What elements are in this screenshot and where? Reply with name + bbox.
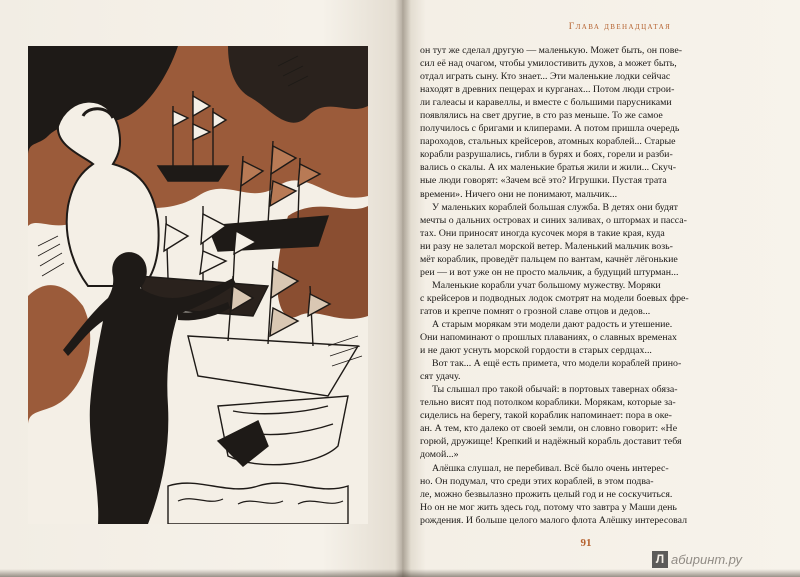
body-text — [420, 44, 742, 527]
text-line: рождения. И больше целого малого флота Алёшку интересовал — [420, 514, 688, 526]
illustration-boy-and-sailing-ships — [28, 46, 368, 524]
text-line: получилось с бригами и клиперами. А потом пришла очередь — [420, 123, 680, 135]
text-line: мечты о дальних островах и синих заливах, о штормах и пасса- — [420, 214, 687, 226]
text-line: ные люди говорят: «Зачем всё это? Игрушки. Пустая трата — [420, 175, 667, 187]
text-line: У маленьких кораблей большая служба. В детях они будят — [432, 201, 678, 213]
running-head: Глава двенадцатая — [568, 22, 672, 32]
text-line: реи — и вот уже он не просто мальчик, а будущий штурман... — [420, 266, 679, 278]
text-line: находят в древних пещерах и курганах... Потом люди строи- — [420, 84, 675, 96]
text-line: домой...» — [420, 449, 459, 461]
text-line: Они напоминают о прошлых плаваниях, о славных временах — [420, 332, 677, 344]
text-line: мёт кораблик, проведёт пальцем по вантам, качнёт лёгонькие — [420, 253, 678, 265]
watermark — [652, 549, 742, 569]
text-line: ли галеасы и каравеллы, и вместе с большими парусниками — [420, 97, 672, 109]
text-line: Вот так... А ещё есть примета, что модели кораблей прино- — [432, 358, 682, 370]
text-line: тах. Они приносят иногда кусочек моря в такие края, куда — [420, 227, 665, 239]
text-line: он тут же сделал другую — маленькую. Может быть, он пове- — [420, 45, 683, 56]
text-line: горюй, дружище! Крепкий и надёжный корабль доставит тебя — [420, 436, 682, 448]
text-line: сят удачу. — [420, 371, 461, 383]
text-line: сиделись на берегу, такой кораблик напоминает: пора в оке- — [420, 410, 672, 422]
illustration — [28, 46, 368, 524]
text-line: но. Он подумал, что среди этих кораблей, в этом подва- — [420, 475, 654, 487]
text-line: ни разу не залетал морской ветер. Маленький мальчик возь- — [420, 240, 673, 252]
text-line: корабли разрушались, гибли в бурях и боях, горели и разби- — [420, 149, 673, 161]
text-line: времени». Ничего они не понимают, мальчик... — [420, 188, 618, 200]
text-line: ан. А тем, кто далеко от своей земли, он словно говорит: «Не — [420, 423, 678, 435]
text-line: вались о скалы. А их маленькие братья жили и жили... Скуч- — [420, 162, 677, 174]
text-line: Алёшка слушал, не перебивал. Всё было очень интерес- — [432, 462, 669, 474]
labirint-logo-icon: Л — [652, 551, 668, 568]
text-line: гатов и крепче помнят о грозной славе отцов и дедов... — [420, 305, 651, 317]
text-line: сил её над очагом, чтобы умилостивить духов, а может быть, — [420, 58, 677, 70]
text-line: с крейсеров и подводных лодок смотрят на модели боевых фре- — [420, 292, 689, 304]
watermark-text: абиринт.ру — [671, 551, 742, 567]
page-number: 91 — [580, 537, 592, 549]
page-edge-shadow — [0, 569, 800, 577]
text-line: Маленькие корабли учат большому мужеству. Моряки — [432, 279, 661, 291]
text-line: появлялись на свет другие, в сто раз меньше. То же самое — [420, 110, 663, 122]
text-line: А старым морякам эти модели дают радость и утешение. — [432, 318, 673, 330]
text-line: ле, можно безвылазно прожить целый год и не соскучиться. — [420, 488, 673, 500]
text-line: тельно висят под потолком кораблики. Морякам, которые за- — [420, 397, 676, 409]
text-line: Ты слышал про такой обычай: в портовых тавернах обяза- — [432, 384, 678, 396]
text-line: Но он не мог жить здесь год, потому что завтра у Маши день — [420, 501, 677, 513]
text-line: отдал играть сыну. Кто знает... Эти маленькие лодки сейчас — [420, 71, 671, 83]
text-line: пароходов, стальных крейсеров, атомных кораблей... Старые — [420, 136, 676, 148]
book-spine — [395, 0, 411, 577]
text-line: и не дают уснуть морской гордости в старых сердцах... — [420, 345, 652, 357]
